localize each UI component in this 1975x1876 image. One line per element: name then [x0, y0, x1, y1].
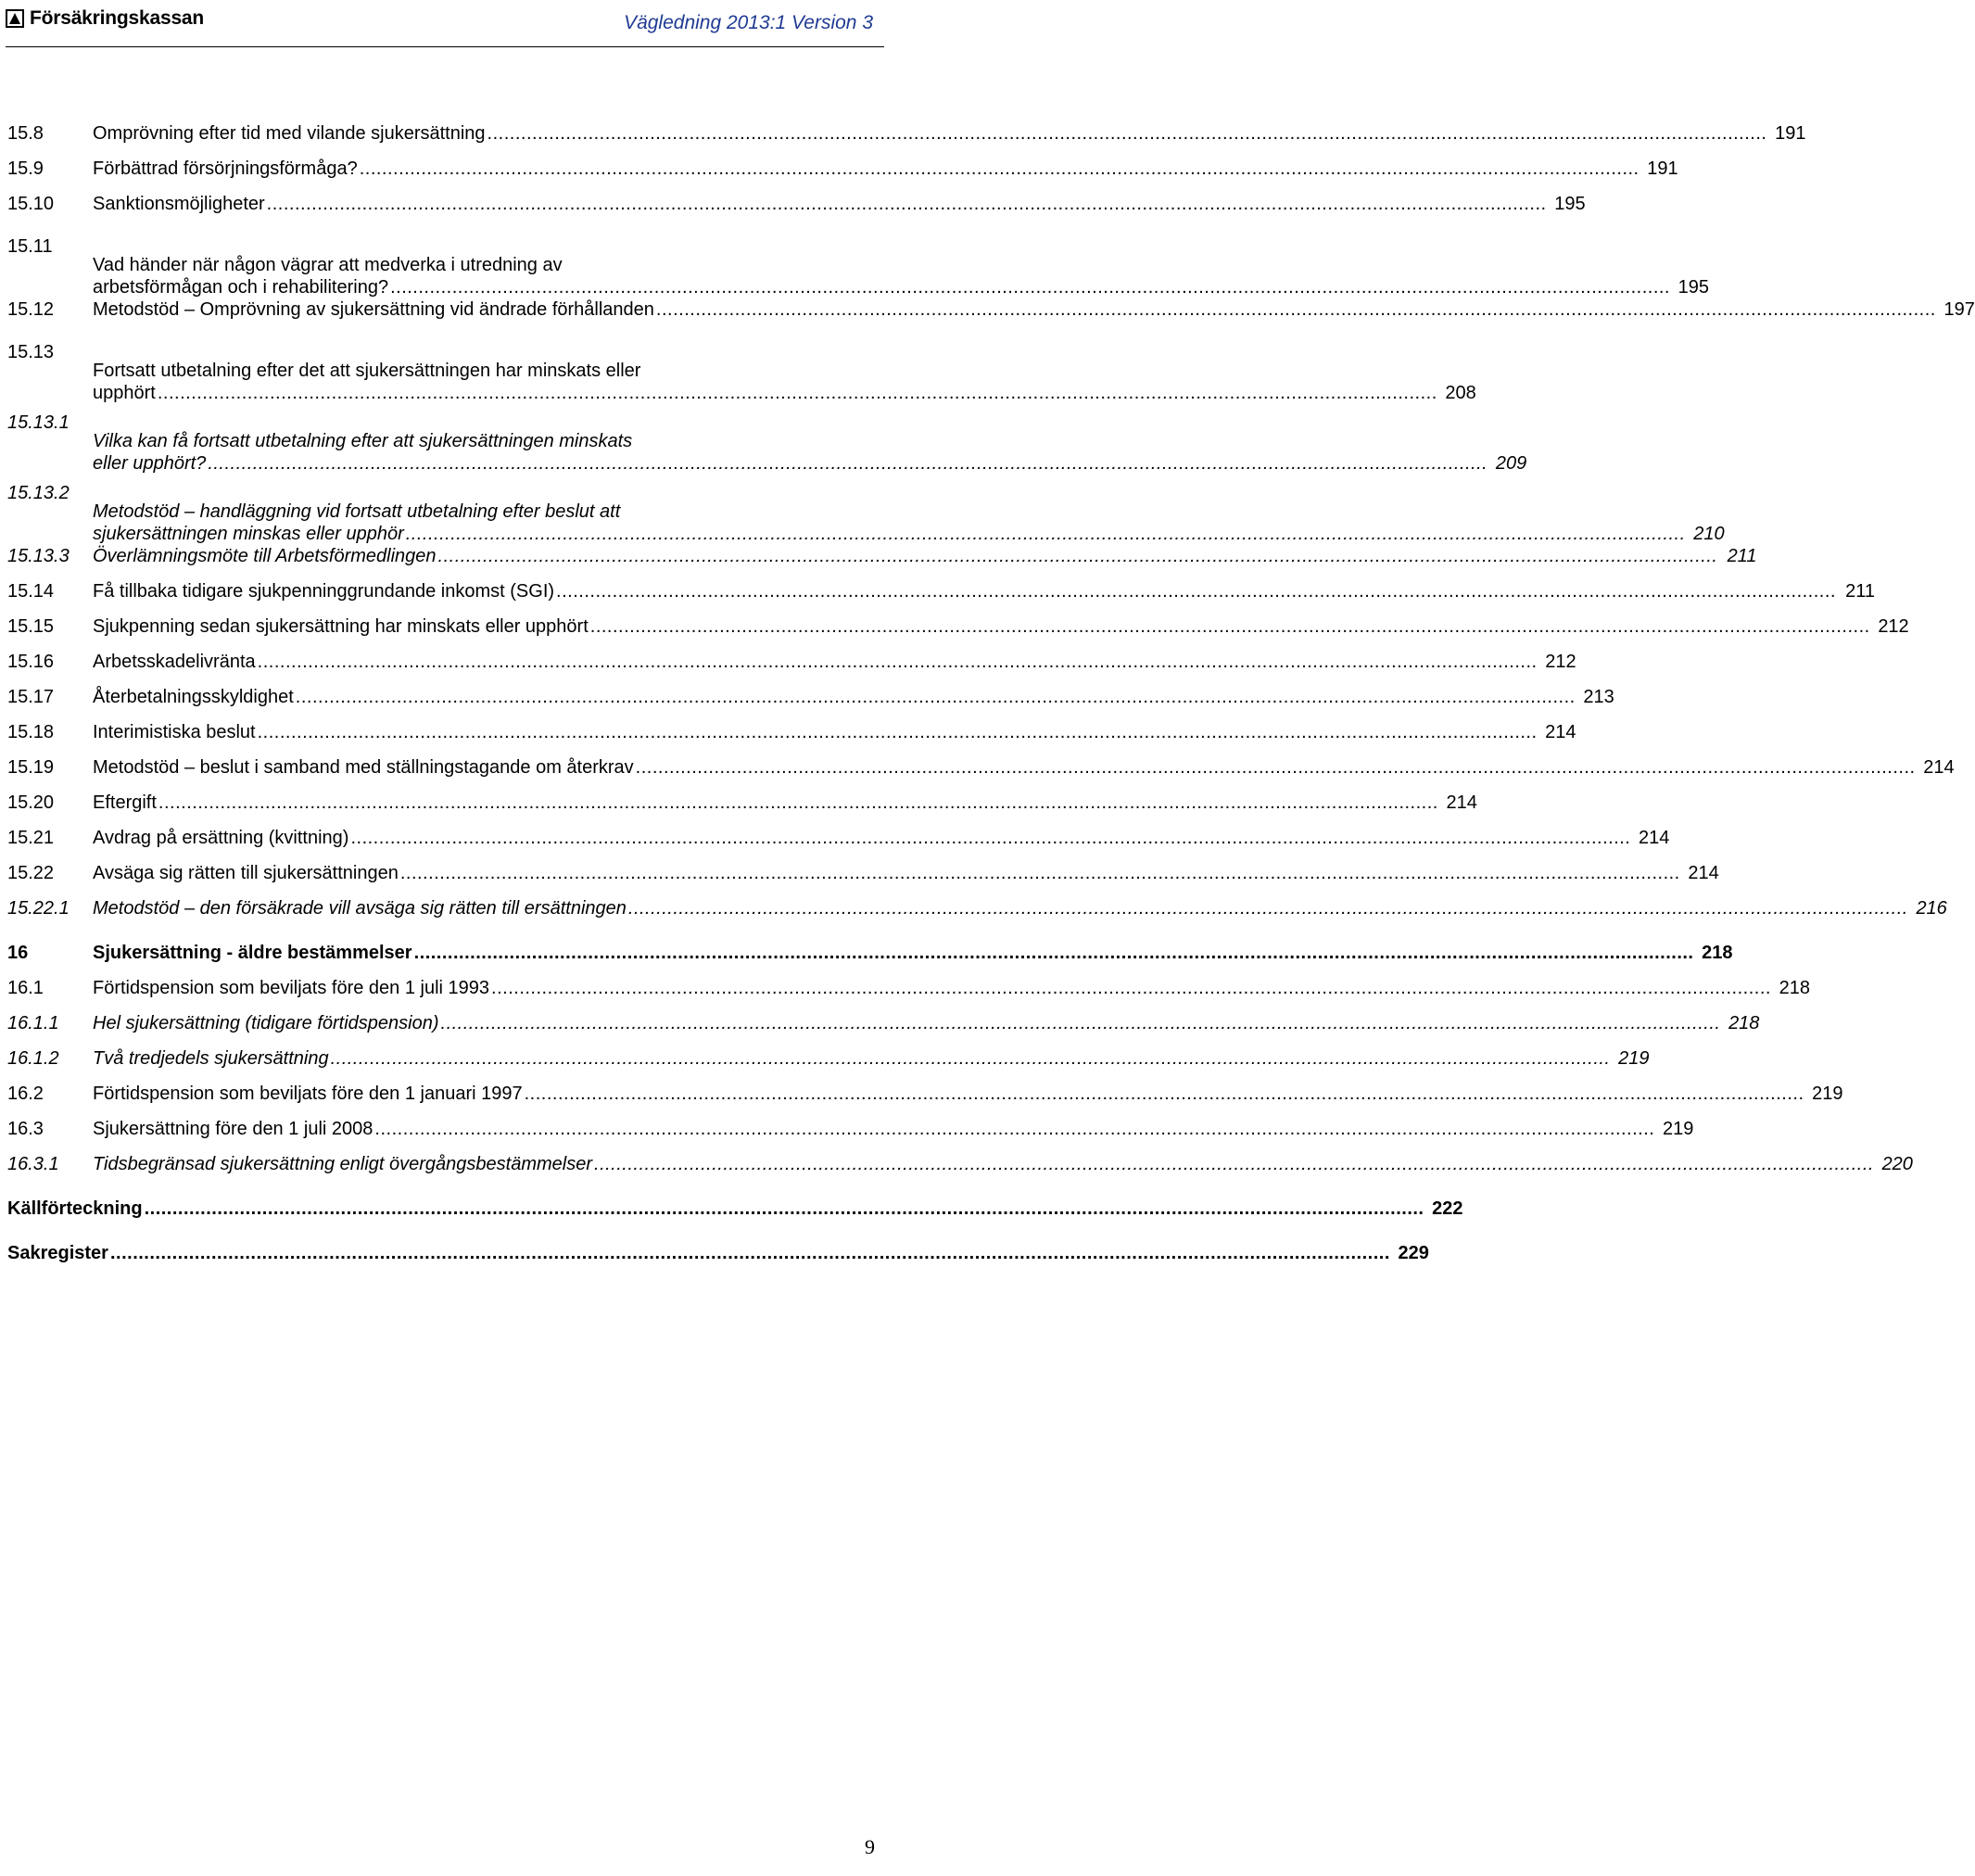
page-number: 9	[865, 1835, 875, 1858]
toc-entry-number: 15.11	[7, 236, 53, 257]
toc-entry-title: upphört	[93, 383, 156, 403]
toc-dot-leader	[390, 276, 1670, 298]
document-version: Vägledning 2013:1 Version 3	[624, 12, 873, 33]
table-of-contents	[7, 122, 1975, 1277]
toc-entry[interactable]	[7, 721, 1576, 756]
toc-entry-title: Överlämningsmöte till Arbetsförmedlingen	[93, 546, 437, 566]
toc-entry[interactable]	[7, 1242, 1429, 1277]
toc-entry-title: Arbetsskadelivränta	[93, 652, 256, 672]
toc-entry-title: Förtidspension som beviljats före den 1 januari 1997	[93, 1084, 523, 1104]
toc-entry[interactable]	[7, 827, 1670, 862]
toc-entry-number: 15.22.1	[7, 898, 70, 919]
forsakringskassan-logo-icon	[6, 9, 24, 28]
toc-entry-title: Förtidspension som beviljats före den 1 juli 1993	[93, 978, 490, 998]
toc-dot-leader	[331, 1047, 1611, 1070]
toc-entry[interactable]	[7, 977, 1810, 1012]
toc-entry-page: 219	[1662, 1119, 1694, 1139]
toc-dot-leader	[438, 545, 1718, 567]
toc-entry-title: Metodstöd – Omprövning av sjukersättning vid ändrade förhållanden	[93, 299, 654, 320]
toc-entry-page: 214	[1688, 863, 1719, 883]
toc-entry-number: 15.16	[7, 652, 55, 672]
toc-entry[interactable]	[7, 193, 1586, 228]
toc-entry[interactable]	[7, 475, 1725, 545]
toc-dot-leader	[360, 158, 1640, 180]
toc-entry-number: 15.13.1	[7, 412, 70, 433]
toc-entry-number: 15.17	[7, 687, 55, 707]
toc-entry-title: Hel sjukersättning (tidigare förtidspension)	[93, 1013, 439, 1033]
toc-entry-title-line: Vilka kan få fortsatt utbetalning efter att sjukersättningen minskats	[93, 431, 633, 451]
toc-entry-page: 191	[1775, 123, 1806, 144]
toc-dot-leader	[110, 1242, 1390, 1264]
toc-entry-number: 15.10	[7, 194, 55, 214]
toc-entry-page: 208	[1445, 383, 1476, 403]
toc-entry-page: 212	[1545, 652, 1576, 672]
toc-dot-leader	[594, 1153, 1874, 1175]
toc-dot-leader	[491, 977, 1771, 999]
toc-dot-leader	[267, 193, 1547, 215]
toc-dot-leader	[525, 1083, 1804, 1105]
toc-entry-title-line: Fortsatt utbetalning efter det att sjukersättningen har minskats eller	[93, 361, 641, 381]
toc-entry[interactable]	[7, 862, 1719, 897]
toc-entry-page: 214	[1545, 722, 1576, 742]
toc-entry-title: Interimistiska beslut	[93, 722, 256, 742]
toc-entry-title: Få tillbaka tidigare sjukpenninggrundande inkomst (SGI)	[93, 581, 555, 602]
toc-entry[interactable]	[7, 298, 1975, 334]
toc-entry-number: 15.13.2	[7, 483, 70, 503]
toc-entry-number: 15.19	[7, 757, 55, 778]
toc-entry-title: Sanktionsmöjligheter	[93, 194, 265, 214]
toc-entry-number: 16	[7, 943, 29, 963]
toc-entry-title: Återbetalningsskyldighet	[93, 687, 294, 707]
toc-entry-page: 214	[1639, 828, 1670, 848]
toc-entry-number: 15.9	[7, 158, 44, 179]
toc-entry[interactable]	[7, 1012, 1760, 1047]
toc-dot-leader	[350, 827, 1630, 849]
toc-entry-number: 16.1.1	[7, 1013, 59, 1033]
toc-entry-number: 16.2	[7, 1084, 44, 1104]
toc-entry-page: 218	[1779, 978, 1810, 998]
toc-dot-leader	[590, 615, 1870, 638]
toc-dot-leader	[556, 580, 1836, 602]
toc-dot-leader	[487, 122, 1767, 145]
toc-dot-leader	[406, 523, 1686, 545]
toc-dot-leader	[374, 1118, 1654, 1140]
toc-entry-page: 214	[1446, 792, 1477, 813]
toc-dot-leader	[158, 382, 1437, 404]
header-divider	[6, 46, 884, 47]
toc-dot-leader	[656, 298, 1936, 321]
toc-entry-page: 218	[1728, 1013, 1760, 1033]
toc-entry[interactable]	[7, 756, 1955, 792]
toc-entry-page: 197	[1943, 299, 1975, 320]
toc-entry-title: Avdrag på ersättning (kvittning)	[93, 828, 349, 848]
toc-entry[interactable]	[7, 545, 1757, 580]
toc-entry[interactable]	[7, 615, 1909, 651]
toc-entry-page: 209	[1495, 453, 1527, 474]
toc-entry-page: 214	[1923, 757, 1955, 778]
toc-entry[interactable]	[7, 897, 1947, 932]
toc-entry-title: Källförteckning	[7, 1198, 143, 1219]
toc-dot-leader	[400, 862, 1680, 884]
toc-entry-title: Sjukpenning sedan sjukersättning har minskats eller upphört	[93, 616, 589, 637]
toc-entry-number: 16.3	[7, 1119, 44, 1139]
toc-entry-page: 216	[1916, 898, 1947, 919]
toc-entry-title: Sakregister	[7, 1243, 108, 1263]
toc-entry-number: 15.12	[7, 299, 55, 320]
toc-dot-leader	[628, 897, 1908, 919]
toc-entry-page: 219	[1618, 1048, 1650, 1069]
toc-dot-leader	[636, 756, 1916, 779]
toc-dot-leader	[258, 651, 1538, 673]
toc-entry[interactable]	[7, 1118, 1694, 1153]
toc-entry-title: Eftergift	[93, 792, 157, 813]
toc-entry-title: Omprövning efter tid med vilande sjukersättning	[93, 123, 486, 144]
toc-entry-page: 210	[1693, 524, 1725, 544]
toc-entry[interactable]	[7, 651, 1576, 686]
toc-entry-page: 222	[1432, 1198, 1463, 1219]
toc-entry-number: 15.13.3	[7, 546, 70, 566]
toc-dot-leader	[158, 792, 1438, 814]
toc-entry-number: 16.1	[7, 978, 44, 998]
toc-entry-number: 16.3.1	[7, 1154, 59, 1174]
toc-entry-number: 15.22	[7, 863, 55, 883]
toc-entry[interactable]	[7, 404, 1527, 475]
logo-text: Försäkringskassan	[30, 7, 205, 29]
toc-entry[interactable]	[7, 1198, 1463, 1233]
toc-entry-title: Avsäga sig rätten till sjukersättningen	[93, 863, 399, 883]
logo	[6, 7, 204, 30]
toc-entry-title: arbetsförmågan och i rehabilitering?	[93, 277, 389, 298]
toc-entry-title: Metodstöd – beslut i samband med ställningstagande om återkrav	[93, 757, 634, 778]
toc-entry-number: 15.15	[7, 616, 55, 637]
toc-entry-title-line: Vad händer när någon vägrar att medverka i utredning av	[93, 255, 563, 275]
toc-entry-number: 15.8	[7, 123, 44, 144]
toc-entry-title: Sjukersättning - äldre bestämmelser	[93, 943, 412, 963]
toc-entry[interactable]	[7, 158, 1678, 193]
toc-entry[interactable]	[7, 1083, 1843, 1118]
toc-entry-page: 191	[1647, 158, 1678, 179]
toc-entry-title: Tidsbegränsad sjukersättning enligt övergångsbestämmelser	[93, 1154, 593, 1174]
toc-dot-leader	[296, 686, 1576, 708]
toc-entry-page: 195	[1677, 277, 1709, 298]
toc-entry-page: 212	[1878, 616, 1909, 637]
toc-entry-title: Förbättrad försörjningsförmåga?	[93, 158, 358, 179]
toc-dot-leader	[258, 721, 1538, 743]
toc-dot-leader	[441, 1012, 1721, 1034]
toc-entry-number: 15.14	[7, 581, 55, 602]
toc-entry[interactable]	[7, 1153, 1913, 1188]
toc-entry-title: Två tredjedels sjukersättning	[93, 1048, 329, 1069]
toc-entry-page: 219	[1812, 1084, 1843, 1104]
toc-entry[interactable]	[7, 942, 1733, 977]
toc-entry-page: 218	[1702, 943, 1733, 963]
toc-entry[interactable]	[7, 580, 1875, 615]
toc-entry-title-line: Metodstöd – handläggning vid fortsatt utbetalning efter beslut att	[93, 501, 621, 522]
toc-entry[interactable]	[7, 334, 1476, 404]
toc-entry[interactable]	[7, 228, 1709, 298]
toc-entry-title: Metodstöd – den försäkrade vill avsäga sig rätten till ersättningen	[93, 898, 627, 919]
toc-dot-leader	[145, 1198, 1424, 1220]
toc-entry-title: eller upphört?	[93, 453, 207, 474]
toc-entry-number: 15.21	[7, 828, 55, 848]
toc-dot-leader	[208, 452, 1488, 475]
toc-entry-title: sjukersättningen minskas eller upphör	[93, 524, 404, 544]
toc-entry-number: 15.20	[7, 792, 55, 813]
toc-entry-number: 15.18	[7, 722, 55, 742]
toc-entry[interactable]	[7, 686, 1614, 721]
page-header	[0, 0, 890, 41]
toc-dot-leader	[414, 942, 1694, 964]
toc-entry[interactable]	[7, 1047, 1650, 1083]
toc-entry[interactable]	[7, 122, 1806, 158]
toc-entry[interactable]	[7, 792, 1477, 827]
toc-entry-page: 195	[1554, 194, 1586, 214]
toc-entry-page: 229	[1398, 1243, 1429, 1263]
toc-entry-number: 15.13	[7, 342, 55, 362]
toc-entry-number: 16.1.2	[7, 1048, 59, 1069]
toc-entry-page: 220	[1881, 1154, 1913, 1174]
toc-entry-title: Sjukersättning före den 1 juli 2008	[93, 1119, 373, 1139]
toc-entry-page: 213	[1583, 687, 1614, 707]
toc-entry-page: 211	[1727, 546, 1757, 566]
toc-entry-page: 211	[1845, 581, 1875, 602]
